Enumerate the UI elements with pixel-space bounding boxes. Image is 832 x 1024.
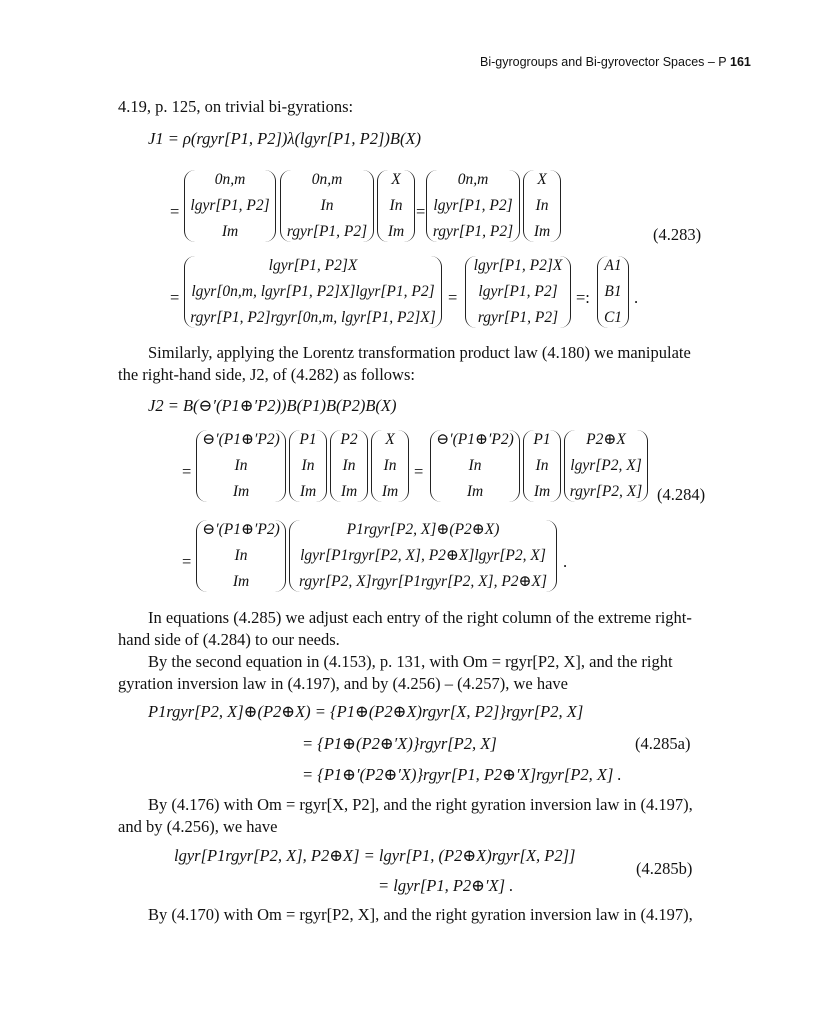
matrix-entry: P2⊕X [586, 431, 626, 448]
matrix-entry: In [383, 457, 397, 474]
matrix-entry: lgyr[P1rgyr[P2, X], P2⊕X]lgyr[P2, X] [300, 547, 546, 564]
matrix-entry: Im [232, 483, 250, 500]
paragraph-line: the right-hand side, J2, of (4.282) as follows: [118, 365, 415, 384]
equation-number: (4.284) [657, 485, 706, 504]
matrix-entry: ⊖′(P1⊕′P2) [436, 431, 514, 448]
matrix-entry: rgyr[P1, P2]rgyr[0n,m, lgyr[P1, P2]X] [190, 309, 436, 326]
matrix-entry: In [535, 197, 549, 214]
paragraph-line: 4.19, p. 125, on trivial bi-gyrations: [118, 97, 354, 116]
matrix-entry: In [535, 457, 549, 474]
equation-line: lgyr[P1rgyr[P2, X], P2⊕X] = lgyr[P1, (P2⊕X)rgyr[X, P2]] [174, 846, 576, 865]
matrix-entry: In [234, 457, 248, 474]
matrix [289, 520, 557, 592]
equation-number: (4.283) [653, 225, 702, 244]
paragraph-line: In equations (4.285) we adjust each entry of the right column of the extreme right- [148, 608, 692, 627]
matrix-entry: ⊖′(P1⊕′P2) [202, 521, 280, 538]
period: . [563, 552, 568, 571]
paragraph-line: hand side of (4.284) to our needs. [118, 630, 340, 649]
matrix-entry: rgyr[P1, P2] [477, 309, 559, 326]
equals-sign: = [182, 552, 192, 571]
matrix [465, 256, 571, 328]
matrix-entry: lgyr[P1, P2] [478, 283, 558, 300]
equation-number: (4.285b) [636, 859, 693, 878]
matrix [184, 170, 276, 242]
matrix-entry: Im [533, 223, 551, 240]
matrix [597, 256, 629, 328]
matrix-entry: P1rgyr[P2, X]⊕(P2⊕X) [346, 521, 500, 538]
paragraph-line: gyration inversion law in (4.197), and by (4.256) – (4.257), we have [118, 674, 568, 693]
equation-j1-definition: J1 = ρ(rgyr[P1, P2])λ(lgyr[P1, P2])B(X) [148, 129, 422, 148]
matrix-entry: P1 [533, 431, 551, 448]
matrix-entry: lgyr[P1, P2] [190, 197, 270, 214]
matrix-entry: rgyr[P2, X]rgyr[P1rgyr[P2, X], P2⊕X] [298, 573, 548, 590]
matrix-entry: Im [340, 483, 358, 500]
matrix [196, 430, 286, 502]
matrix-entry: X [385, 431, 395, 448]
matrix [330, 430, 368, 502]
matrix-entry: Im [387, 223, 405, 240]
matrix-entry: P1 [299, 431, 317, 448]
equals-sign: = [448, 288, 458, 307]
matrix-entry: A1 [604, 257, 622, 274]
matrix [196, 520, 286, 592]
matrix-entry: B1 [604, 283, 622, 300]
matrix [289, 430, 327, 502]
matrix-entry: Im [533, 483, 551, 500]
equals-sign: = [170, 288, 180, 307]
matrix [523, 170, 561, 242]
paragraph-line: By (4.170) with Om = rgyr[P2, X], and the right gyration inversion law in (4.197), [148, 905, 693, 924]
matrix-entry: 0n,m [311, 171, 343, 188]
period: . [634, 288, 639, 307]
matrix-entry: lgyr[0n,m, lgyr[P1, P2]X]lgyr[P1, P2] [191, 283, 435, 300]
matrix-entry: X [391, 171, 401, 188]
equals-sign: = [170, 202, 180, 221]
matrix-entry: lgyr[P1, P2]X [473, 257, 563, 274]
matrix-entry: Im [221, 223, 239, 240]
matrix-entry: lgyr[P1, P2]X [268, 257, 358, 274]
paragraph-line: Similarly, applying the Lorentz transformation product law (4.180) we manipulate [148, 343, 691, 362]
matrix-entry: 0n,m [457, 171, 489, 188]
matrix-entry: lgyr[P1, P2] [433, 197, 513, 214]
paragraph-line: By the second equation in (4.153), p. 131, with Om = rgyr[P2, X], and the right [148, 652, 673, 671]
page-number: 161 [730, 55, 751, 69]
equation-number: (4.285a) [635, 734, 691, 753]
matrix-entry: In [342, 457, 356, 474]
matrix-entry: C1 [603, 309, 623, 326]
equals-sign: = [416, 202, 426, 221]
equals-sign: = [414, 462, 424, 481]
equation-line: = lgyr[P1, P2⊕′X] . [378, 876, 514, 895]
equation-line: = {P1⊕′(P2⊕′X)}rgyr[P1, P2⊕′X]rgyr[P2, X] . [302, 765, 622, 784]
matrix-entry: rgyr[P2, X] [569, 483, 643, 500]
matrix [377, 170, 415, 242]
running-header: Bi-gyrogroups and Bi-gyrovector Spaces – P [480, 55, 727, 69]
matrix [426, 170, 520, 242]
equation-line: = {P1⊕(P2⊕′X)}rgyr[P2, X] [302, 734, 497, 753]
paragraph-line: and by (4.256), we have [118, 817, 278, 836]
matrix-entry: rgyr[P1, P2] [432, 223, 514, 240]
matrix-entry: ⊖′(P1⊕′P2) [202, 431, 280, 448]
matrix-entry: In [389, 197, 403, 214]
matrix-entry: Im [466, 483, 484, 500]
paragraph-line: By (4.176) with Om = rgyr[X, P2], and the right gyration inversion law in (4.197), [148, 795, 693, 814]
matrix [523, 430, 561, 502]
matrix-entry: Im [299, 483, 317, 500]
matrix-entry: X [537, 171, 547, 188]
matrix-entry: 0n,m [214, 171, 246, 188]
equals-sign: = [182, 462, 192, 481]
matrix-entry: In [301, 457, 315, 474]
matrix-entry: P2 [340, 431, 358, 448]
matrix-entry: In [320, 197, 334, 214]
matrix [280, 170, 374, 242]
matrix [184, 256, 442, 328]
matrix-entry: In [468, 457, 482, 474]
matrix-entry: Im [381, 483, 399, 500]
definition-sign: =: [576, 288, 590, 307]
matrix [564, 430, 648, 502]
matrix-entry: In [234, 547, 248, 564]
equation-j2-definition: J2 = B(⊖′(P1⊕′P2))B(P1)B(P2)B(X) [148, 396, 397, 415]
matrix [371, 430, 409, 502]
equation-line: P1rgyr[P2, X]⊕(P2⊕X) = {P1⊕(P2⊕X)rgyr[X, P2]}rgyr[P2, X] [148, 702, 584, 721]
matrix-entry: Im [232, 573, 250, 590]
matrix-entry: lgyr[P2, X] [570, 457, 642, 474]
matrix [430, 430, 520, 502]
matrix-entry: rgyr[P1, P2] [286, 223, 368, 240]
